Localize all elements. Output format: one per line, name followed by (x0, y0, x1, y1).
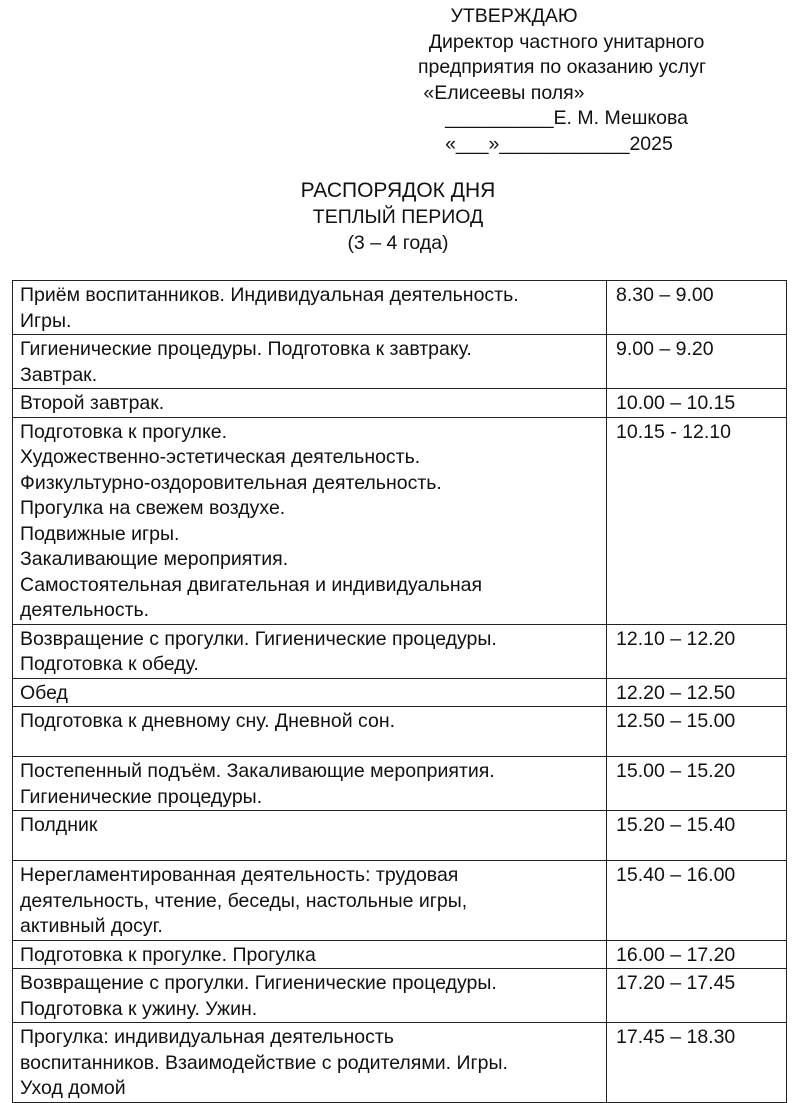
document-heading (0, 178, 796, 256)
table-row (13, 678, 787, 707)
approval-date-line: «___»____________2025 (418, 132, 673, 155)
approval-line: Директор частного унитарного (418, 30, 705, 53)
activity-cell: Возвращение с прогулки. Гигиенические процедуры. Подготовка к ужину. Ужин. (13, 969, 607, 1023)
activity-cell: Полдник (13, 811, 607, 861)
approval-line: «Елисеевы поля» (418, 81, 585, 104)
table-row (13, 861, 787, 941)
schedule-table (12, 280, 787, 1103)
table-row (13, 335, 787, 389)
time-cell: 12.20 – 12.50 (607, 678, 787, 707)
time-cell: 15.00 – 15.20 (607, 757, 787, 811)
table-row (13, 389, 787, 418)
activity-cell: Обед (13, 678, 607, 707)
time-cell: 10.15 - 12.10 (607, 417, 787, 624)
table-row (13, 281, 787, 335)
time-cell: 9.00 – 9.20 (607, 335, 787, 389)
time-cell: 15.40 – 16.00 (607, 861, 787, 941)
approval-line: предприятия по оказанию услуг (418, 56, 707, 78)
activity-cell: Второй завтрак. (13, 389, 607, 418)
activity-cell: Подготовка к дневному сну. Дневной сон. (13, 707, 607, 757)
time-cell: 12.10 – 12.20 (607, 624, 787, 678)
time-cell: 10.00 – 10.15 (607, 389, 787, 418)
activity-cell: Подготовка к прогулке. Художественно-эстетическая деятельность. Физкультурно-оздоровительная деятельность. Прогулка на свежем воздухе. Подвижные игры. Закаливающие мероприятия. Самостоятельная двигательная и индивидуальная деятельность. (13, 417, 607, 624)
time-cell: 12.50 – 15.00 (607, 707, 787, 757)
table-row (13, 969, 787, 1023)
approval-signature-line: __________Е. М. Мешкова (418, 107, 688, 129)
table-row (13, 1023, 787, 1103)
activity-cell: Приём воспитанников. Индивидуальная деятельность. Игры. (13, 281, 607, 335)
approval-block (418, 4, 800, 157)
activity-cell: Подготовка к прогулке. Прогулка (13, 940, 607, 969)
activity-cell: Нерегламентированная деятельность: трудовая деятельность, чтение, беседы, настольные игры, активный досуг. (13, 861, 607, 941)
document-subtitle: ТЕПЛЫЙ ПЕРИОД (312, 206, 484, 228)
activity-cell: Возвращение с прогулки. Гигиенические процедуры. Подготовка к обеду. (13, 624, 607, 678)
table-row (13, 417, 787, 624)
time-cell: 17.45 – 18.30 (607, 1023, 787, 1103)
activity-cell: Постепенный подъём. Закаливающие мероприятия. Гигиенические процедуры. (13, 757, 607, 811)
table-row (13, 757, 787, 811)
time-cell: 16.00 – 17.20 (607, 940, 787, 969)
activity-cell: Гигиенические процедуры. Подготовка к завтраку. Завтрак. (13, 335, 607, 389)
document-title: РАСПОРЯДОК ДНЯ (300, 179, 496, 202)
table-row (13, 940, 787, 969)
time-cell: 8.30 – 9.00 (607, 281, 787, 335)
table-row (13, 624, 787, 678)
age-group: (3 – 4 года) (347, 232, 449, 254)
time-cell: 15.20 – 15.40 (607, 811, 787, 861)
activity-cell: Прогулка: индивидуальная деятельность воспитанников. Взаимодействие с родителями. Игры. Уход домой (13, 1023, 607, 1103)
time-cell: 17.20 – 17.45 (607, 969, 787, 1023)
table-row (13, 811, 787, 861)
table-row (13, 707, 787, 757)
approval-line: УТВЕРЖДАЮ (418, 5, 578, 27)
